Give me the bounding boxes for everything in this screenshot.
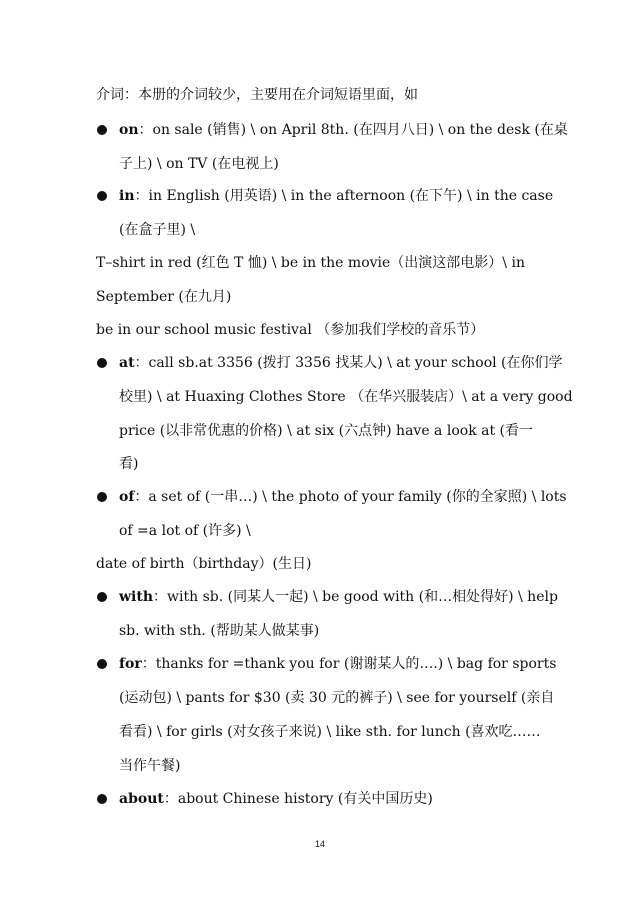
at-line-1: at：call sb.at 3356 (拨打 3356 找某人) \ at your school (在你们学 [119, 355, 563, 371]
keyword-in: in [119, 188, 135, 204]
bullet-icon [97, 492, 107, 502]
in-line-4: September (在九月) [96, 289, 232, 305]
at-line-4: 看) [119, 456, 139, 472]
in-line-3: T–shirt in red (红色 T 恤) \ be in the movie（出演这部电影）\ in [96, 255, 525, 271]
keyword-about: about [119, 791, 164, 807]
bullet-icon [97, 659, 107, 669]
at-line-2: 校里) \ at Huaxing Clothes Store （在华兴服装店）\ at a very good [119, 389, 573, 405]
at-line-3: price (以非常优惠的价格) \ at six (六点钟) have a look at (看一 [119, 423, 534, 439]
bullet-icon [97, 592, 107, 602]
in-line-2: (在盒子里) \ [119, 222, 196, 238]
page-number: 14 [314, 839, 325, 849]
bullet-icon [97, 191, 107, 201]
bullet-icon [97, 125, 107, 135]
keyword-on: on [119, 122, 139, 138]
bullet-icon [97, 794, 107, 804]
in-line-5: be in our school music festival （参加我们学校的音乐节） [96, 322, 485, 338]
intro-line: 介词：本册的介词较少，主要用在介词短语里面，如 [96, 87, 418, 103]
for-line-2: (运动包) \ pants for $30 (卖 30 元的裤子) \ see for yourself (亲自 [119, 690, 555, 706]
for-line-3: 看看) \ for girls (对女孩子来说) \ like sth. for lunch (喜欢吃…… [119, 724, 541, 740]
about-line-1: about：about Chinese history (有关中国历史) [119, 791, 433, 807]
keyword-at: at [119, 355, 135, 371]
keyword-with: with [119, 589, 154, 605]
keyword-of: of [119, 489, 135, 505]
for-line-4: 当作午餐) [119, 758, 181, 774]
for-line-1: for：thanks for =thank you for (谢谢某人的….) \ bag for sports [119, 656, 557, 672]
on-line-1: on：on sale (销售) \ on April 8th. (在四月八日) \ on the desk (在桌 [119, 122, 568, 138]
of-line-3: date of birth（birthday）(生日) [96, 556, 312, 572]
with-line-2: sb. with sth. (帮助某人做某事) [119, 623, 320, 639]
bullet-icon [97, 358, 107, 368]
in-line-1: in：in English (用英语) \ in the afternoon (在下午) \ in the case [119, 188, 554, 204]
keyword-for: for [119, 656, 142, 672]
on-line-2: 子上) \ on TV (在电视上) [119, 156, 279, 172]
with-line-1: with：with sb. (同某人一起) \ be good with (和…相处得好) \ help [119, 589, 558, 605]
of-line-2: of =a lot of (许多) \ [119, 523, 251, 539]
of-line-1: of：a set of (一串…) \ the photo of your family (你的全家照) \ lots [119, 489, 567, 505]
